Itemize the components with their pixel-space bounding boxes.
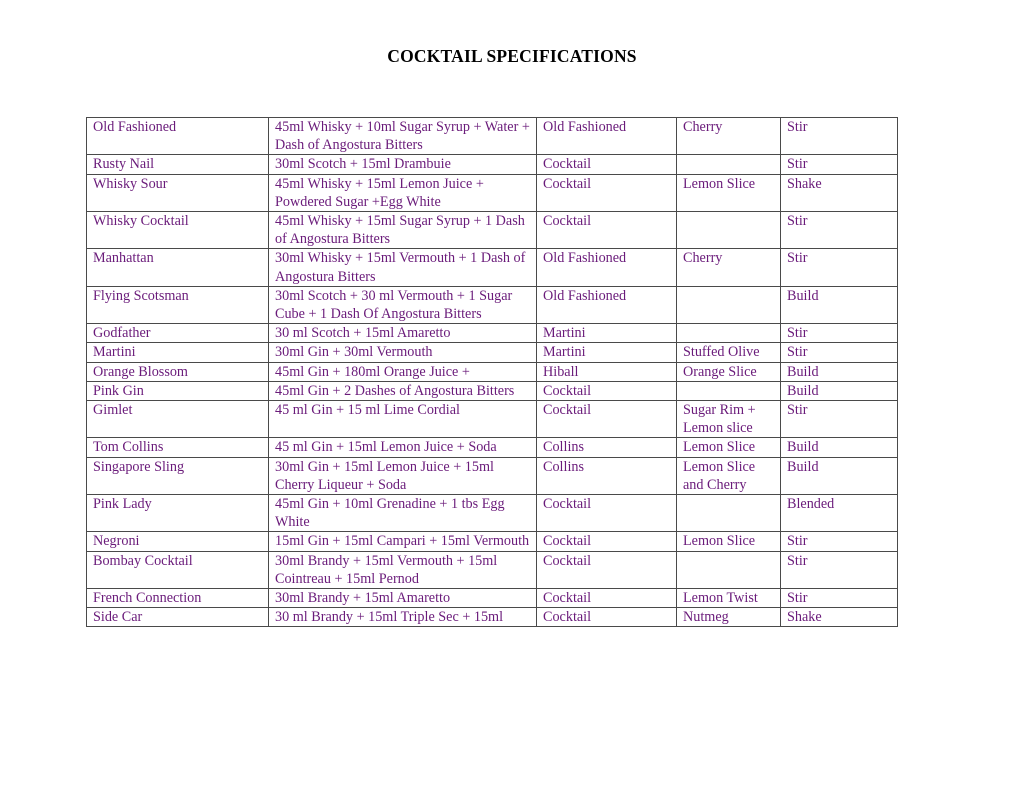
method-cell: Shake (781, 174, 898, 211)
table-row (87, 495, 898, 532)
page-title: COCKTAIL SPECIFICATIONS (387, 46, 637, 66)
method-cell: Build (781, 438, 898, 457)
method-cell: Stir (781, 589, 898, 608)
cocktail-name-cell: Martini (87, 343, 269, 362)
cocktail-name-cell: Side Car (87, 608, 269, 627)
recipe-cell: 45ml Whisky + 15ml Sugar Syrup + 1 Dash of Angostura Bitters (269, 212, 537, 249)
garnish-cell: Sugar Rim + Lemon slice (677, 401, 781, 438)
cocktail-name-cell: Manhattan (87, 249, 269, 286)
table-row (87, 324, 898, 343)
garnish-cell (677, 495, 781, 532)
cocktail-name-cell: Tom Collins (87, 438, 269, 457)
garnish-cell: Lemon Slice (677, 174, 781, 211)
table-row (87, 155, 898, 174)
table-row (87, 286, 898, 323)
garnish-cell (677, 212, 781, 249)
method-cell: Stir (781, 155, 898, 174)
table-row (87, 212, 898, 249)
table-row (87, 249, 898, 286)
method-cell: Stir (781, 532, 898, 551)
method-cell: Stir (781, 249, 898, 286)
table-row (87, 608, 898, 627)
garnish-cell: Cherry (677, 249, 781, 286)
method-cell: Build (781, 286, 898, 323)
glass-cell: Cocktail (537, 381, 677, 400)
glass-cell: Cocktail (537, 174, 677, 211)
glass-cell: Collins (537, 438, 677, 457)
garnish-cell (677, 381, 781, 400)
garnish-cell: Lemon Twist (677, 589, 781, 608)
cocktail-name-cell: Orange Blossom (87, 362, 269, 381)
method-cell: Build (781, 362, 898, 381)
table-row (87, 401, 898, 438)
cocktail-name-cell: Old Fashioned (87, 118, 269, 155)
cocktail-name-cell: Whisky Sour (87, 174, 269, 211)
glass-cell: Old Fashioned (537, 118, 677, 155)
glass-cell: Old Fashioned (537, 286, 677, 323)
cocktail-name-cell: French Connection (87, 589, 269, 608)
table-row (87, 457, 898, 494)
table-row (87, 362, 898, 381)
table-row (87, 589, 898, 608)
garnish-cell: Nutmeg (677, 608, 781, 627)
method-cell: Stir (781, 401, 898, 438)
recipe-cell: 30ml Brandy + 15ml Vermouth + 15ml Cointreau + 15ml Pernod (269, 551, 537, 588)
table-row (87, 438, 898, 457)
glass-cell: Cocktail (537, 532, 677, 551)
method-cell: Stir (781, 324, 898, 343)
garnish-cell: Orange Slice (677, 362, 781, 381)
method-cell: Stir (781, 212, 898, 249)
glass-cell: Martini (537, 324, 677, 343)
garnish-cell (677, 324, 781, 343)
glass-cell: Martini (537, 343, 677, 362)
table-row (87, 343, 898, 362)
recipe-cell: 30ml Gin + 15ml Lemon Juice + 15ml Cherry Liqueur + Soda (269, 457, 537, 494)
glass-cell: Collins (537, 457, 677, 494)
recipe-cell: 15ml Gin + 15ml Campari + 15ml Vermouth (269, 532, 537, 551)
recipe-cell: 30ml Scotch + 15ml Drambuie (269, 155, 537, 174)
glass-cell: Cocktail (537, 212, 677, 249)
recipe-cell: 30 ml Scotch + 15ml Amaretto (269, 324, 537, 343)
garnish-cell: Lemon Slice (677, 438, 781, 457)
cocktail-table-body (87, 118, 898, 627)
method-cell: Build (781, 457, 898, 494)
glass-cell: Cocktail (537, 401, 677, 438)
method-cell: Build (781, 381, 898, 400)
cocktail-name-cell: Flying Scotsman (87, 286, 269, 323)
cocktail-name-cell: Whisky Cocktail (87, 212, 269, 249)
garnish-cell (677, 155, 781, 174)
table-row (87, 532, 898, 551)
glass-cell: Cocktail (537, 551, 677, 588)
cocktail-name-cell: Bombay Cocktail (87, 551, 269, 588)
method-cell: Stir (781, 551, 898, 588)
cocktail-name-cell: Gimlet (87, 401, 269, 438)
recipe-cell: 45ml Whisky + 15ml Lemon Juice + Powdered Sugar +Egg White (269, 174, 537, 211)
recipe-cell: 30 ml Brandy + 15ml Triple Sec + 15ml (269, 608, 537, 627)
table-row (87, 118, 898, 155)
cocktail-name-cell: Rusty Nail (87, 155, 269, 174)
recipe-cell: 45ml Gin + 2 Dashes of Angostura Bitters (269, 381, 537, 400)
recipe-cell: 30ml Whisky + 15ml Vermouth + 1 Dash of Angostura Bitters (269, 249, 537, 286)
glass-cell: Old Fashioned (537, 249, 677, 286)
recipe-cell: 30ml Brandy + 15ml Amaretto (269, 589, 537, 608)
recipe-cell: 45ml Gin + 180ml Orange Juice + (269, 362, 537, 381)
method-cell: Blended (781, 495, 898, 532)
method-cell: Stir (781, 118, 898, 155)
cocktail-name-cell: Singapore Sling (87, 457, 269, 494)
cocktail-name-cell: Negroni (87, 532, 269, 551)
garnish-cell: Lemon Slice and Cherry (677, 457, 781, 494)
recipe-cell: 45ml Whisky + 10ml Sugar Syrup + Water + Dash of Angostura Bitters (269, 118, 537, 155)
cocktail-name-cell: Pink Gin (87, 381, 269, 400)
table-row (87, 551, 898, 588)
garnish-cell (677, 286, 781, 323)
method-cell: Stir (781, 343, 898, 362)
glass-cell: Cocktail (537, 589, 677, 608)
cocktail-name-cell: Godfather (87, 324, 269, 343)
garnish-cell: Stuffed Olive (677, 343, 781, 362)
recipe-cell: 45 ml Gin + 15 ml Lime Cordial (269, 401, 537, 438)
cocktail-name-cell: Pink Lady (87, 495, 269, 532)
glass-cell: Cocktail (537, 495, 677, 532)
recipe-cell: 45 ml Gin + 15ml Lemon Juice + Soda (269, 438, 537, 457)
garnish-cell: Lemon Slice (677, 532, 781, 551)
method-cell: Shake (781, 608, 898, 627)
cocktail-table (86, 117, 898, 627)
table-row (87, 381, 898, 400)
glass-cell: Hiball (537, 362, 677, 381)
garnish-cell (677, 551, 781, 588)
recipe-cell: 30ml Gin + 30ml Vermouth (269, 343, 537, 362)
recipe-cell: 45ml Gin + 10ml Grenadine + 1 tbs Egg White (269, 495, 537, 532)
garnish-cell: Cherry (677, 118, 781, 155)
recipe-cell: 30ml Scotch + 30 ml Vermouth + 1 Sugar Cube + 1 Dash Of Angostura Bitters (269, 286, 537, 323)
glass-cell: Cocktail (537, 155, 677, 174)
table-row (87, 174, 898, 211)
glass-cell: Cocktail (537, 608, 677, 627)
